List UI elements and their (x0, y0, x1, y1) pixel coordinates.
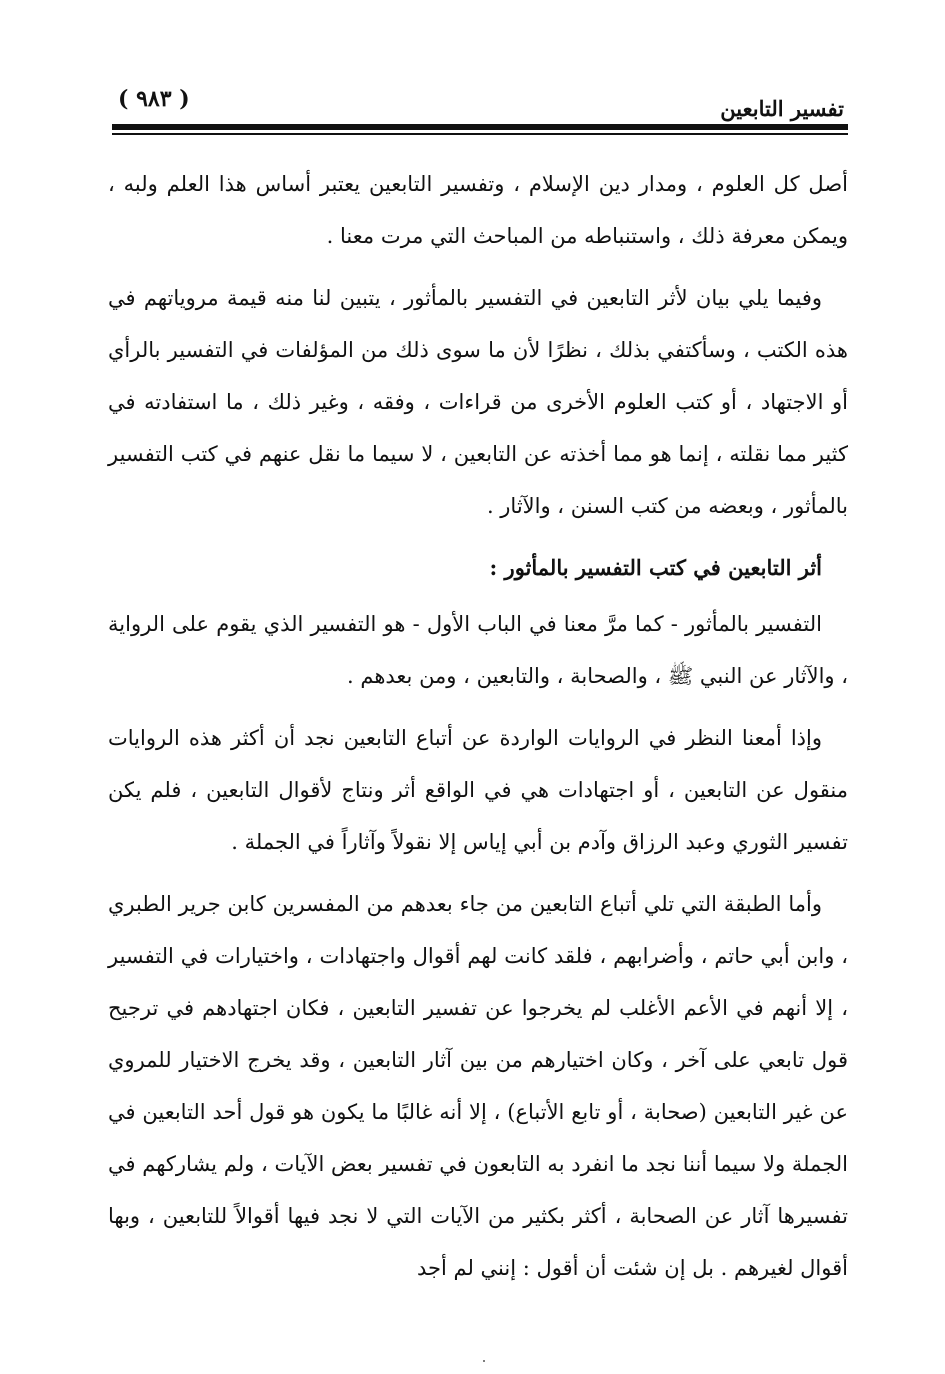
paragraph-4: وإذا أمعنا النظر في الروايات الواردة عن أتباع التابعين نجد أن أكثر هذه الروايات منقول عن التابعين ، أو اجتهادات هي في الواقع أثر ونتاج لأقوال التابعين ، فلم يكن تفسير الثوري وعبد الرزاق وآدم بن أبي إياس إلا نقولاً وآثاراً في الجملة . (108, 726, 848, 854)
scan-speck (483, 1360, 485, 1362)
header-rule-thin (112, 133, 848, 135)
paragraph-5: وأما الطبقة التي تلي أتباع التابعين من جاء بعدهم من المفسرين كابن جرير الطبري ، وابن أبي حاتم ، وأضرابهم ، فلقد كانت لهم أقوال واجتهادات ، واختيارات في التفسير ، إلا أنهم في الأعم الأغلب لم يخرجوا عن تفسير التابعين ، فكان اجتهادهم في ترجيح قول تابعي على آخر ، وكان اختيارهم من بين آثار التابعين ، وقد يخرج الاختيار للمروي عن غير التابعين (صحابة ، أو تابع الأتباع) ، إلا أنه غالبًا ما يكون هو قول أحد التابعين في الجملة ولا سيما أننا نجد ما انفرد به التابعون في تفسير بعض الآيات ، ولم يشاركهم في تفسيرها آثار عن الصحابة ، أكثر بكثير من الآيات التي لا نجد فيها أقوالاً للتابعين ، وبها أقوال لغيرهم . بل إن شئت أن أقول : إنني لم أجد (108, 892, 848, 1280)
paragraph-1: أصل كل العلوم ، ومدار دين الإسلام ، وتفسير التابعين يعتبر أساس هذا العلم ولبه ، ويمكن معرفة ذلك ، واستنباطه من المباحث التي مرت معنا . (108, 172, 848, 248)
paragraph-3: التفسير بالمأثور - كما مرَّ معنا في الباب الأول - هو التفسير الذي يقوم على الرواية ، والآثار عن النبي ﷺ ، والصحابة ، والتابعين ، ومن بعدهم . (108, 612, 848, 688)
running-title: تفسير التابعين (720, 96, 844, 121)
header-rule-thick (112, 124, 848, 130)
page-header (112, 86, 846, 122)
section-heading: أثر التابعين في كتب التفسير بالمأثور : (489, 555, 822, 580)
paragraph-2: وفيما يلي بيان لأثر التابعين في التفسير بالمأثور ، يتبين لنا منه قيمة مروياتهم في هذه الكتب ، وسأكتفي بذلك ، نظرًا لأن ما سوى ذلك من المؤلفات في التفسير بالرأي أو الاجتهاد ، أو كتب العلوم الأخرى من قراءات ، وفقه ، وغير ذلك ، ما استفادته في كثير مما نقلته ، إنما هو مما أخذته عن التابعين ، لا سيما ما نقل عنهم في كتب التفسير بالمأثور ، وبعضه من كتب السنن ، والآثار . (108, 286, 848, 518)
page-number: ( ٩٨٣ ) (118, 86, 190, 112)
body-text (108, 158, 848, 1304)
